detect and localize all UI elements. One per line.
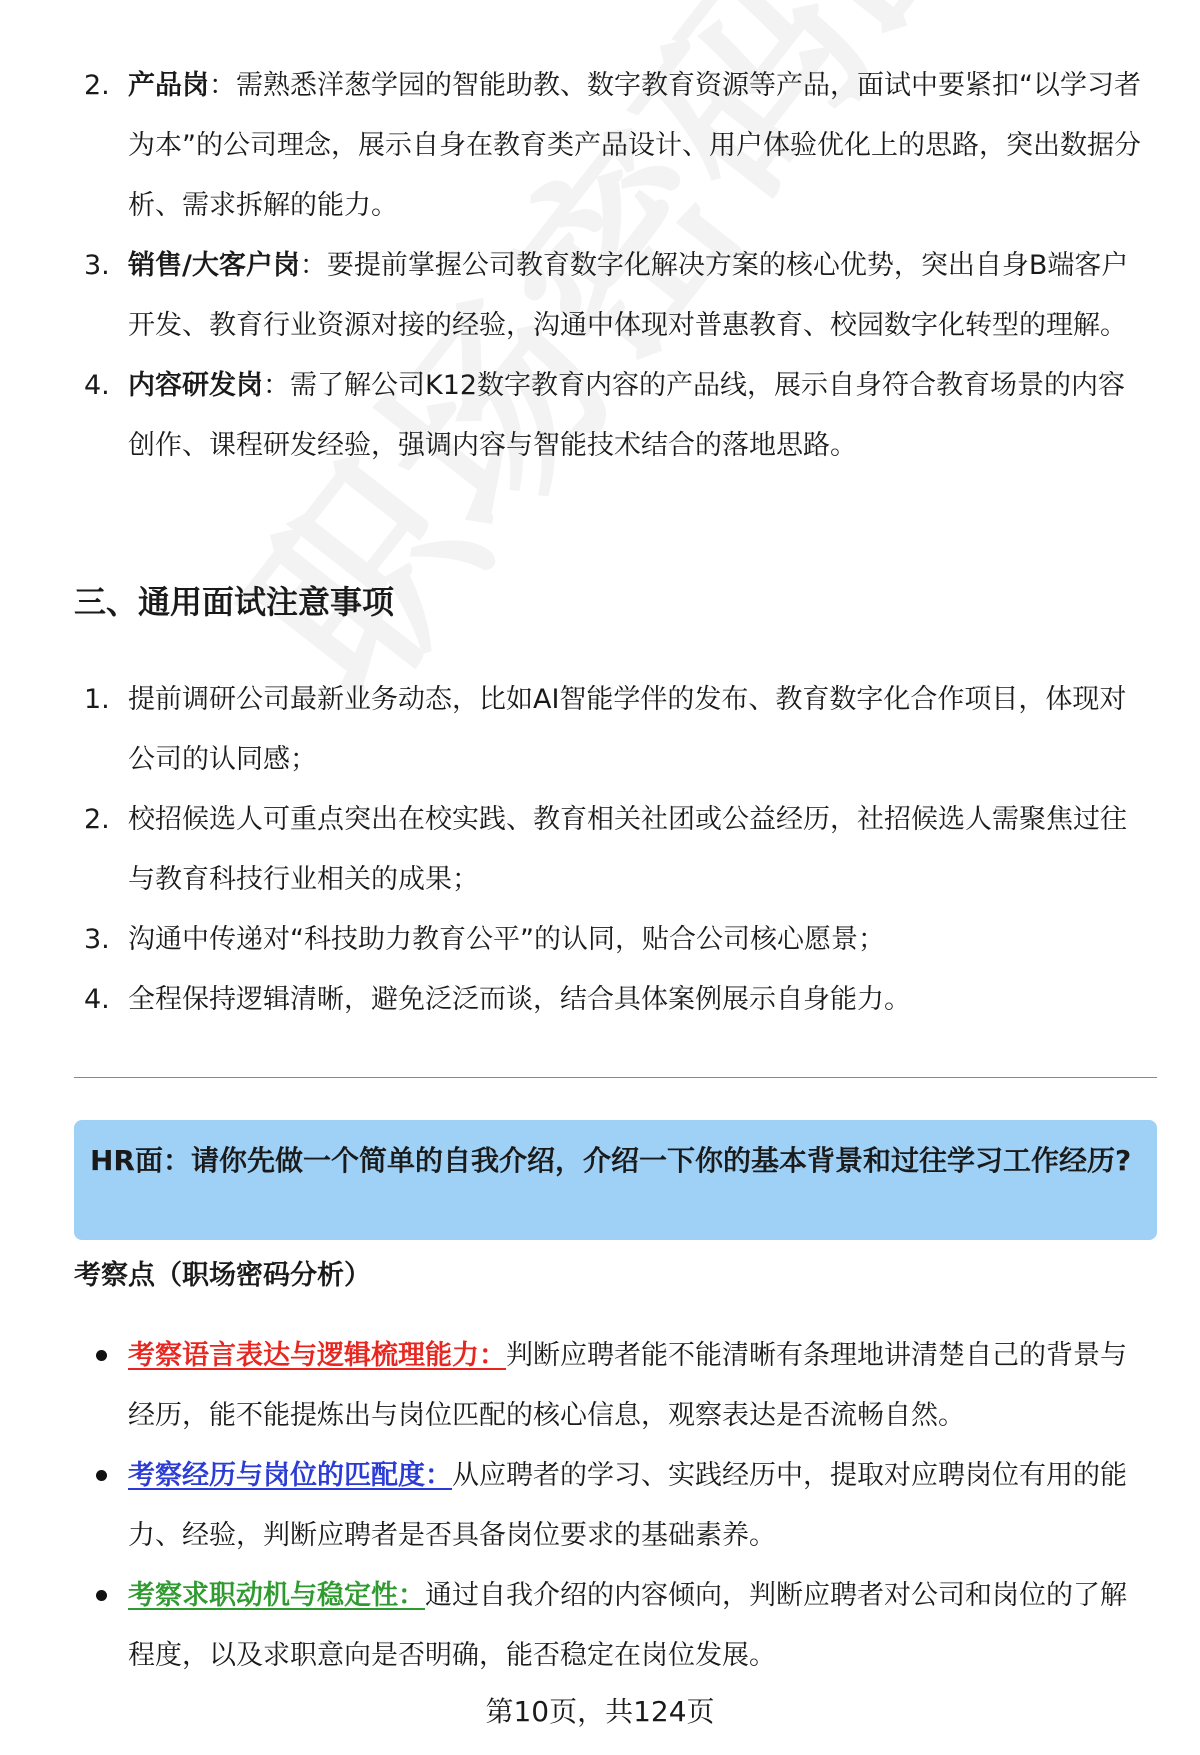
tip-item	[84, 910, 1144, 970]
list-number: 2.	[84, 70, 110, 101]
point-text: 判断应聘者能不能清晰有条理地讲清楚自己的背景与经历，能不能提炼出与岗位匹配的核心信息，观察表达是否流畅自然。	[128, 1340, 1127, 1431]
analysis-heading: 考察点（职场密码分析）	[74, 1260, 371, 1291]
point-label: 考察求职动机与稳定性：	[128, 1580, 425, 1611]
role-item-product	[84, 56, 1144, 236]
tip-item	[84, 670, 1144, 790]
page-footer: 第10页，共124页	[485, 1695, 715, 1728]
point-text: 通过自我介绍的内容倾向，判断应聘者对公司和岗位的了解程度，以及求职意向是否明确，能否稳定在岗位发展。	[128, 1580, 1127, 1671]
section-heading: 三、通用面试注意事项	[74, 583, 395, 621]
role-text: ：需了解公司K12数字教育内容的产品线，展示自身符合教育场景的内容创作、课程研发经验，强调内容与智能技术结合的落地思路。	[128, 370, 1126, 461]
role-title: 产品岗	[128, 70, 209, 101]
tip-item	[84, 970, 1144, 1030]
tip-text: 校招候选人可重点突出在校实践、教育相关社团或公益经历，社招候选人需聚焦过往与教育科技行业相关的成果；	[128, 804, 1127, 895]
bullet-icon	[96, 1350, 107, 1361]
tip-text: 全程保持逻辑清晰，避免泛泛而谈，结合具体案例展示自身能力。	[128, 984, 911, 1015]
role-item-sales	[84, 236, 1144, 356]
question-text: HR面：请你先做一个简单的自我介绍，介绍一下你的基本背景和过往学习工作经历?	[90, 1144, 1132, 1177]
tip-text: 沟通中传递对“科技助力教育公平”的认同，贴合公司核心愿景；	[128, 924, 885, 955]
list-number: 4.	[84, 984, 110, 1015]
point-text: 从应聘者的学习、实践经历中，提取对应聘岗位有用的能力、经验，判断应聘者是否具备岗位要求的基础素养。	[128, 1460, 1127, 1551]
question-callout	[74, 1120, 1157, 1240]
bullet-icon	[96, 1470, 107, 1481]
list-number: 3.	[84, 250, 110, 281]
analysis-point	[96, 1446, 1146, 1566]
role-title: 销售/大客户岗	[128, 250, 300, 281]
divider	[74, 1077, 1157, 1078]
list-number: 2.	[84, 804, 110, 835]
analysis-point	[96, 1326, 1146, 1446]
role-title: 内容研发岗	[128, 370, 263, 401]
list-number: 4.	[84, 370, 110, 401]
role-item-content	[84, 356, 1144, 476]
analysis-point-list	[96, 1326, 1146, 1686]
bullet-icon	[96, 1590, 107, 1601]
role-text: ：要提前掌握公司教育数字化解决方案的核心优势，突出自身B端客户开发、教育行业资源对接的经验，沟通中体现对普惠教育、校园数字化转型的理解。	[128, 250, 1129, 341]
tip-item	[84, 790, 1144, 910]
point-label: 考察经历与岗位的匹配度：	[128, 1460, 452, 1491]
analysis-point	[96, 1566, 1146, 1686]
list-number: 3.	[84, 924, 110, 955]
role-text: ：需熟悉洋葱学园的智能助教、数字教育资源等产品，面试中要紧扣“以学习者为本”的公司理念，展示自身在教育类产品设计、用户体验优化上的思路，突出数据分析、需求拆解的能力。	[128, 70, 1141, 221]
point-label: 考察语言表达与逻辑梳理能力：	[128, 1340, 506, 1371]
role-list	[84, 56, 1144, 476]
tips-list	[84, 670, 1144, 1030]
list-number: 1.	[84, 684, 110, 715]
tip-text: 提前调研公司最新业务动态，比如AI智能学伴的发布、教育数字化合作项目，体现对公司的认同感；	[128, 684, 1127, 775]
